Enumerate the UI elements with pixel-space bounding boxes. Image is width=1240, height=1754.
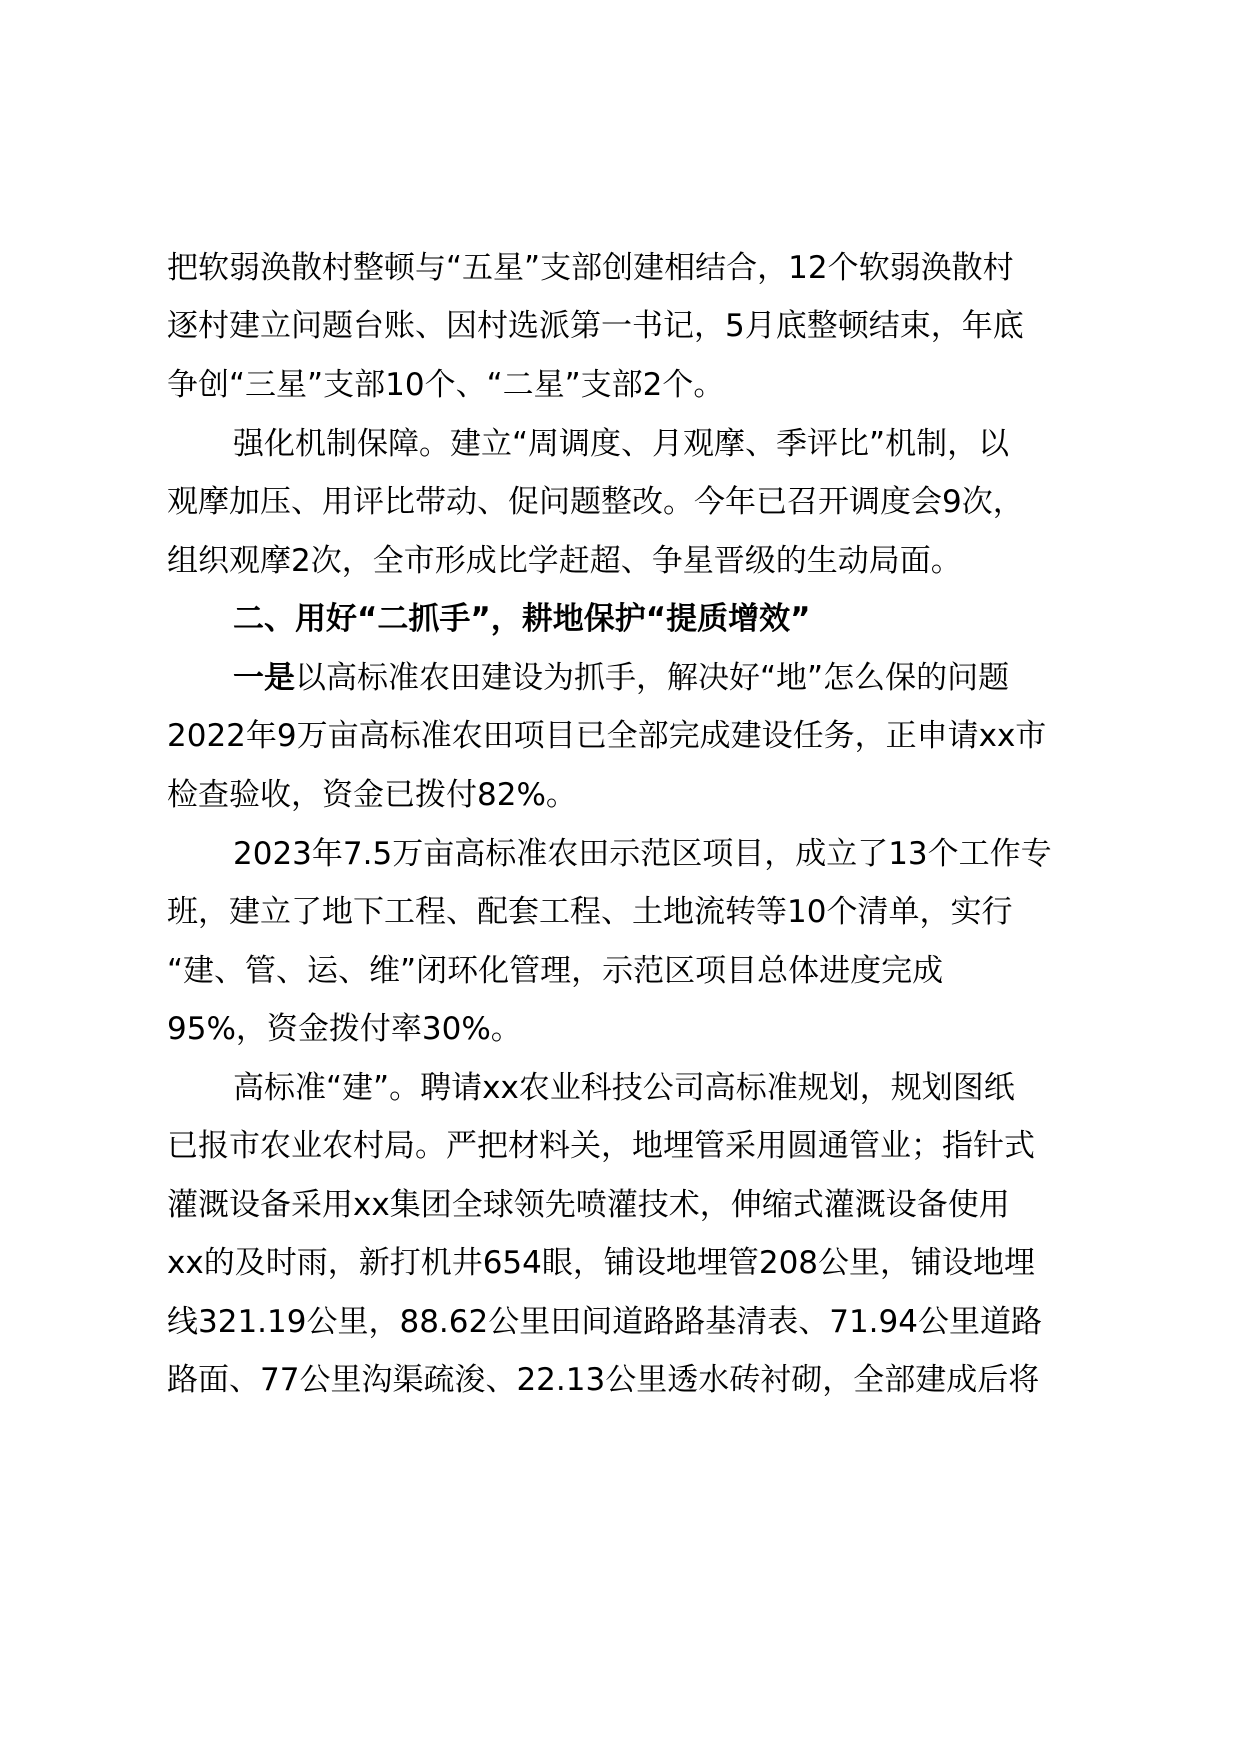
paragraph-line: 组织观摩2次，全市形成比学赶超、争星晋级的生动局面。 — [167, 543, 962, 579]
paragraph-line: 2023年7.5万亩高标准农田示范区项目，成立了13个工作专 — [233, 836, 1052, 872]
paragraph-line — [167, 648, 1009, 708]
paragraph-line-text: 以高标准农田建设为抓手，解决好“地”怎么保的问题 — [295, 660, 1010, 696]
paragraph-line: 高标准“建”。聘请xx农业科技公司高标准规划，规划图纸 — [233, 1070, 1015, 1106]
paragraph-line: 线321.19公里，88.62公里田间道路路基清表、71.94公里道路 — [167, 1304, 1042, 1340]
paragraph-line: 把软弱涣散村整顿与“五星”支部创建相结合，12个软弱涣散村 — [167, 250, 1014, 286]
paragraph-line: 强化机制保障。建立“周调度、月观摩、季评比”机制，以 — [233, 426, 1010, 462]
paragraph-line: 检查验收，资金已拨付82%。 — [167, 777, 577, 813]
paragraph-line: 班，建立了地下工程、配套工程、土地流转等10个清单，实行 — [167, 894, 1013, 930]
section-heading: 二、用好“二抓手”，耕地保护“提质增效” — [233, 601, 811, 637]
paragraph-line: 观摩加压、用评比带动、促问题整改。今年已召开调度会9次， — [167, 484, 1024, 520]
paragraph-line: “建、管、运、维”闭环化管理，示范区项目总体进度完成 — [167, 953, 944, 989]
paragraph-line: 95%，资金拨付率30%。 — [167, 1011, 522, 1047]
paragraph-line: 已报市农业农村局。严把材料关，地埋管采用圆通管业；指针式 — [167, 1128, 1035, 1164]
paragraph-line: 争创“三星”支部10个、“二星”支部2个。 — [167, 367, 725, 403]
paragraph-line: 灌溉设备采用xx集团全球领先喷灌技术，伸缩式灌溉设备使用 — [167, 1187, 1010, 1223]
lead-emphasis: 一是 — [233, 660, 295, 696]
paragraph-line: 路面、77公里沟渠疏浚、22.13公里透水砖衬砌，全部建成后将 — [167, 1362, 1040, 1398]
paragraph-line: 逐村建立问题台账、因村选派第一书记，5月底整顿结束，年底 — [167, 308, 1024, 344]
paragraph-line: xx的及时雨，新打机井654眼，铺设地埋管208公里，铺设地埋 — [167, 1245, 1036, 1281]
paragraph-line: 2022年9万亩高标准农田项目已全部完成建设任务，正申请xx市 — [167, 718, 1047, 754]
